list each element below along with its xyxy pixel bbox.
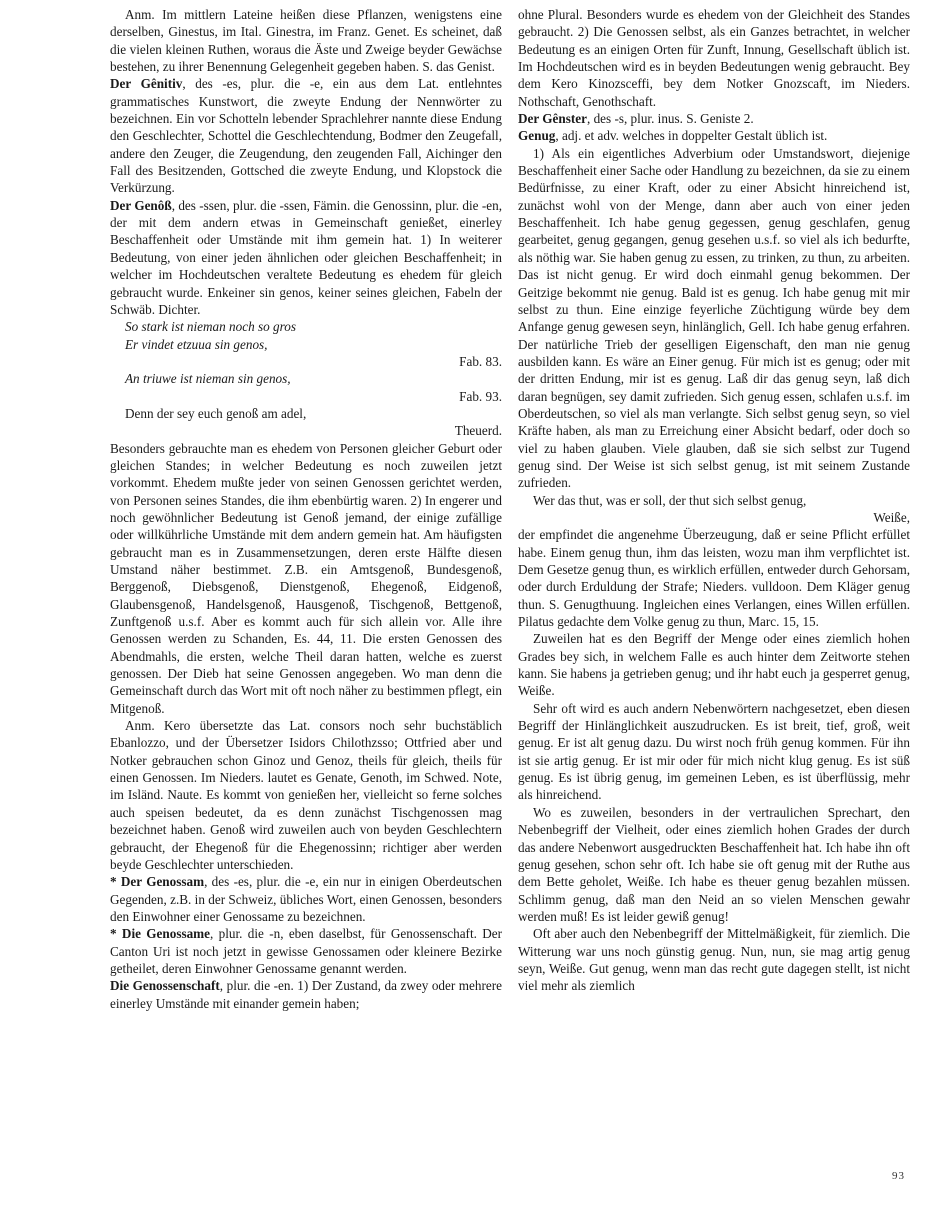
entry-genug-paragraph: Wo es zuweilen, besonders in der vertraulichen Sprechart, den Nebenbegriff der Vielheit, oder eines ziemlich hohen Grades der durch das andere Nebenwort ausgedruckten Beschaffenheit hat. Ich habe ihn oft genug gesehen, schon sehr oft. Ich habe sie oft genug mit der Ruthe aus dem Bette geholet, Weiße. Ich habe es theuer genug bezahlen müssen. Schlimm genug, daß man den Neid an so vielen Menschen gewahr werden muß! Es ist leider gewiß genug! xyxy=(518,804,910,924)
verse-source: Fab. 83. xyxy=(459,353,502,369)
entry-genoss-text: , des -ssen, plur. die -ssen, Fämin. die Genossinn, plur. die -en, der mit dem andern etwas in Gemeinschaft genießet, einerley Beschaffenheit oder Umstände mit ihm gemein hat. 1) In weiterer Bedeutung, von einer jeden ähnlichen oder gleichen Beschaffenheit; in welcher im Hochdeutschen veraltete Bedeutung es ehedem für gleich gebraucht wurde. Enkeiner sin genos, keiner seines gleichen, Fabeln der Schwäb. Dichter. xyxy=(110,197,502,317)
entry-genossam xyxy=(110,873,502,925)
headword-genug: Genug xyxy=(518,128,556,144)
verse-line: Er vindet etzuua sin genos, xyxy=(125,336,268,352)
entry-genug-paragraph: Sehr oft wird es auch andern Nebenwörtern nachgesetzet, eben diesen Begriff der Hinlänglichkeit auszudrucken. Es ist breit, tief, groß, weit genug. Er ist alt genug dazu. Du wirst noch früh genug kommen. Für ihn ist sie artig genug. Er ist mir oder für mich nicht klug genug. Es ist süß genug. Es ist übrig genug, im gemeinen Leben, es ist überflüssig, mehr als hinreichend. xyxy=(518,700,910,803)
verse-line: Denn der sey euch genoß am adel, xyxy=(125,405,307,421)
verse-source: Weiße, xyxy=(873,509,910,525)
entry-genossenschaft xyxy=(110,977,502,1012)
headword-genitiv: Der Gênitiv xyxy=(110,76,183,92)
entry-genoss-continued: Besonders gebrauchte man es ehedem von Personen gleicher Geburt oder gleichen Standes; in welcher Bedeutung es noch zuweilen jetzt vorkommt. Ehedem mußte jeder von seinen Genossen gerichtet werden, von Personen seines Standes, die ihm ebenbürtig waren. 2) In engerer und noch gewöhnlicher Bedeutung ist Genoß jemand, der einige zufällige oder willkührliche Umstände mit dem andern gemein hat. Am häufigsten gebraucht man es in Zusammensetzungen, deren erste Hälfte diesen Umstand näher bestimmet. Z.B. ein Amtsgenoß, Bundesgenoß, Berggenoß, Diebsgenoß, Dienstgenoß, Ehegenoß, Eidgenoß, Glaubensgenoß, Handelsgenoß, Hausgenoß, Tischgenoß, Bettgenoß, Zunftgenoß u.s.f. Aber es kommt auch für sich allein vor. Alle ihre Genossen werden zu Schanden, Es. 44, 11. Die ersten Genossen des Abendmahls, die ersten, welche Theil daran hatten, welche es zuerst genossen. Der Dieb hat seine Genossen angegeben. Wo man denn die Gemeinschaft durch das Wort mit oft noch näher zu bestimmen pflegt, ein Mitgenoß. xyxy=(110,440,502,716)
entry-genossenschaft-continued: ohne Plural. Besonders wurde es ehedem von der Gleichheit des Standes gebraucht. 2) Die Genossen selbst, als ein Ganzes betrachtet, in welcher Bedeutung es an einigen Orten für Zunft, Innung, Gesellschaft üblich ist. Im Hochdeutschen wird es in beyden Bedeutungen wenig gebraucht. Bey dem Kero Kinozsceffi, bey dem Notker Gnozscaft, im Nieders. Nothschaft, Genothschaft. xyxy=(518,7,910,109)
entry-genossam-text: , des -es, plur. die -e, ein nur in einigen Oberdeutschen Gegenden, z.B. in der Schweiz, übliches Wort, einen Genossen, besonders den Einwohner einer Genossame zu bezeichnen. xyxy=(110,874,502,924)
entry-genossame-text: , plur. die -n, eben daselbst, für Genossenschaft. Der Canton Uri ist noch jetzt in gewisse Genossamen oder kleinere Bezirke getheilet, deren Einwohner Genossame genannt werden. xyxy=(110,926,503,976)
headword-genossam: * Der Genossam xyxy=(110,874,205,890)
headword-genossame: * Die Genossame xyxy=(110,926,211,942)
headword-genster: Der Gênster xyxy=(518,111,587,127)
headword-genossenschaft: Die Genossenschaft xyxy=(110,978,220,994)
entry-genoss-note: Anm. Kero übersetzte das Lat. consors noch sehr buchstäblich Ebanlozzo, und der Übersetzer Isidors Chilothzsso; Ottfried aber und Notker gebrauchen schon Ginoz und Genoz, theils für gleich, theils für einen Genossen. Im Nieders. lautet es Genate, Genoth, im Schwed. Note, im Isländ. Naute. Es kommt von genießen her, vielleicht so ferne solches auch speisen bedeutet, da es denn zunächst Tischgenossen mag bezeichnet haben. Genoß wird zuweilen auch von beyden Geschlechtern gebraucht, der Ehegenoß für die Ehegenossinn; richtiger aber werden beyde Geschlechter unterschieden. xyxy=(110,718,502,872)
verse-line: Wer das thut, was er soll, der thut sich selbst genug, xyxy=(533,492,807,508)
verse-source: Fab. 93. xyxy=(459,388,502,404)
verse-source: Theuerd. xyxy=(454,423,502,439)
entry-genossenschaft-text: , plur. die -en. 1) Der Zustand, da zwey oder mehrere einerley Umstände mit einander gemein haben; xyxy=(110,978,502,1011)
entry-genster-text: , des -s, plur. inus. S. Geniste 2. xyxy=(586,111,754,127)
entry-genug xyxy=(518,127,910,144)
verse-line: An triuwe ist nieman sin genos, xyxy=(125,371,291,387)
entry-genitiv xyxy=(110,75,502,196)
entry-genug-paragraph: Oft aber auch den Nebenbegriff der Mittelmäßigkeit, für ziemlich. Die Witterung war uns noch günstig genug. Nun, nun, sie mag artig genug seyn, Weiße. Gut genug, wenn man das recht gute dagegen stellt, ist nicht viel mehr als ziemlich xyxy=(518,926,910,994)
right-column xyxy=(518,6,910,995)
verse-line: So stark ist nieman noch so gros xyxy=(125,319,296,335)
entry-ginster-note: Anm. Im mittlern Lateine heißen diese Pflanzen, wenigstens eine derselben, Ginestus, im Ital. Ginestra, im Franz. Genet. Es scheinet, daß die vielen kleinen Ruthen, woraus die Äste und Zweige beyder Gewächse bestehen, zu ihrer Benennung Gelegenheit gegeben haben. S. das Genist. xyxy=(110,7,502,75)
page-number: 93 xyxy=(892,1170,905,1182)
entry-genug-sense-1: 1) Als ein eigentliches Adverbium oder Umstandswort, diejenige Beschaffenheit einer Sache oder Handlung zu bezeichnen, da sie zu einem Bedürfnisse, zu einer Kraft, oder zu einer Absicht hinreichend ist, zunächst wohl von der Menge, dann aber auch von einer jeden Beschaffenheit. Ich habe genug gegessen, genug geschlafen, genug gearbeitet, genug gegangen, genug gesehen u.s.f. so viel als ich bedurfte, als nöthig war. Sie haben genug zu essen, zu trinken, zu thun, zu arbeiten. Das ist nicht genug. Er wird doch einmahl genug bekommen. Der Geitzige bekommt nie genug. Bald ist es genug. Ich habe genug mit mir selbst zu thun. Eine einzige feyerliche Züchtigung würde bey dem Anfange genug gewesen seyn, hinlänglich, Gell. Ich habe genug erfahren. Der natürliche Trieb der geselligen Eigenschaft, den man nie genug ausbilden kann. Es wäre an Einer genug. Für mich ist es genug; oder mit der dritten Endung, mir ist es genug. Laß dir das genug seyn, laß dich daran begnügen, sey damit zufrieden. Sich genug essen, schlafen u.s.f. im Oberdeutschen, so viel als man verlangte. Sich selbst genug seyn, so viel Kräfte haben, als man zu Erreichung einer Absicht bedarf, oder doch so viel zu haben glauben. Viele glauben, daß sie sich selbst zur Tugend genug sind. Der Weise ist sich selbst genug, ist mit seinem Zustande zufrieden. xyxy=(518,145,910,491)
entry-genug-paragraph: Zuweilen hat es den Begriff der Menge oder eines ziemlich hohen Grades bey sich, in welchem Falle es auch hinter dem Zeitworte stehen kann. Sie habens ja getrieben genug; und ihr habt euch ja gesperret genug, Weiße. xyxy=(518,631,910,699)
entry-genster xyxy=(518,110,910,127)
left-column xyxy=(110,6,502,1012)
entry-genoss xyxy=(110,197,502,318)
entry-genug-continued: der empfindet die angenehme Überzeugung, daß er seine Pflicht erfüllet habe. Einem genug thun, ihm das leisten, wozu man ihm verpflichtet ist. Dem Gesetze genug thun, es wirklich erfüllen, entweder durch Gehorsam, oder durch Erduldung der Strafe; Nieders. vulldoon. Dem Kläger genug thun. S. Genugthuung. Ingleichen eines Verlangen, eines Willen erfüllen. Pilatus gedachte dem Volke genug zu thun, Marc. 15, 15. xyxy=(518,527,910,630)
entry-genossame xyxy=(110,925,502,977)
entry-genug-text: , adj. et adv. welches in doppelter Gestalt üblich ist. xyxy=(555,128,828,144)
entry-genitiv-text: , des -es, plur. die -e, ein aus dem Lat. entlehntes grammatisches Kunstwort, die zweyte Endung der Nennwörter zu bezeichnen. Ein vor Schotteln lebender Sprachlehrer nannte diese Endung den Geschlechter, Schottel die Geschlechtendung, Bodmer den Zeugefall, andere den Zeuger, die Zeugendung, den zeugenden Fall, Aichinger den Fall des Besitzenden, Gottsched die zweyte Endung, und Klopstock die Verkürzung. xyxy=(110,76,502,196)
headword-genoss: Der Genôß xyxy=(110,197,172,213)
